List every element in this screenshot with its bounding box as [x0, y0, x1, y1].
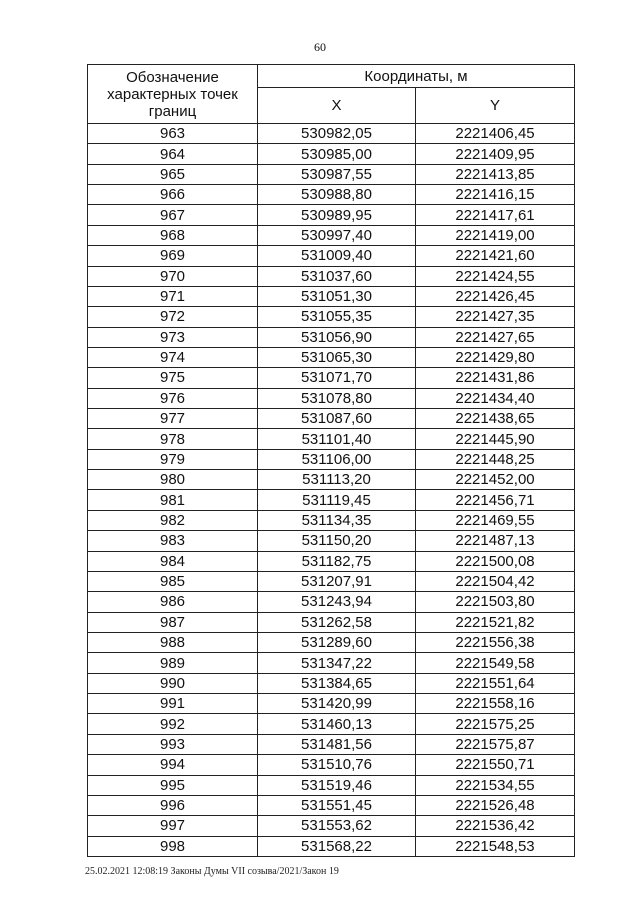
table-row — [88, 571, 575, 591]
x-cell: 531119,45 — [258, 490, 416, 510]
table-row — [88, 144, 575, 164]
x-cell: 531510,76 — [258, 755, 416, 775]
page-number: 60 — [314, 40, 326, 54]
x-cell: 531065,30 — [258, 347, 416, 367]
x-cell: 531051,30 — [258, 286, 416, 306]
y-cell: 2221504,42 — [416, 571, 575, 591]
table-row — [88, 816, 575, 836]
table-row — [88, 795, 575, 815]
table-row — [88, 490, 575, 510]
table-row — [88, 388, 575, 408]
point-id-cell: 965 — [88, 164, 258, 184]
point-id-cell: 997 — [88, 816, 258, 836]
point-id-cell: 983 — [88, 531, 258, 551]
x-cell: 530989,95 — [258, 205, 416, 225]
y-cell: 2221426,45 — [416, 286, 575, 306]
header-point-designation: Обозначение характерных точек границ — [88, 65, 258, 124]
point-id-cell: 976 — [88, 388, 258, 408]
table-row — [88, 246, 575, 266]
x-cell: 531551,45 — [258, 795, 416, 815]
y-cell: 2221536,42 — [416, 816, 575, 836]
y-cell: 2221429,80 — [416, 347, 575, 367]
point-id-cell: 967 — [88, 205, 258, 225]
point-id-cell: 966 — [88, 185, 258, 205]
x-cell: 531037,60 — [258, 266, 416, 286]
table-row — [88, 429, 575, 449]
y-cell: 2221526,48 — [416, 795, 575, 815]
table-row — [88, 368, 575, 388]
x-cell: 531055,35 — [258, 307, 416, 327]
table-row — [88, 714, 575, 734]
point-id-cell: 977 — [88, 409, 258, 429]
table-row — [88, 307, 575, 327]
y-cell: 2221551,64 — [416, 673, 575, 693]
point-id-cell: 968 — [88, 225, 258, 245]
point-id-cell: 970 — [88, 266, 258, 286]
point-id-cell: 979 — [88, 449, 258, 469]
x-cell: 531481,56 — [258, 734, 416, 754]
table-row — [88, 755, 575, 775]
x-cell: 531056,90 — [258, 327, 416, 347]
x-cell: 531289,60 — [258, 632, 416, 652]
x-cell: 531262,58 — [258, 612, 416, 632]
table-row — [88, 347, 575, 367]
table-row — [88, 551, 575, 571]
point-id-cell: 969 — [88, 246, 258, 266]
table-row — [88, 409, 575, 429]
y-cell: 2221416,15 — [416, 185, 575, 205]
y-cell: 2221445,90 — [416, 429, 575, 449]
x-cell: 531106,00 — [258, 449, 416, 469]
point-id-cell: 963 — [88, 124, 258, 144]
x-cell: 531347,22 — [258, 653, 416, 673]
y-cell: 2221503,80 — [416, 592, 575, 612]
table-row — [88, 164, 575, 184]
point-id-cell: 982 — [88, 510, 258, 530]
header-x: X — [258, 88, 416, 124]
point-id-cell: 988 — [88, 632, 258, 652]
point-id-cell: 996 — [88, 795, 258, 815]
y-cell: 2221456,71 — [416, 490, 575, 510]
table-row — [88, 327, 575, 347]
table-row — [88, 531, 575, 551]
x-cell: 531150,20 — [258, 531, 416, 551]
x-cell: 531243,94 — [258, 592, 416, 612]
point-id-cell: 972 — [88, 307, 258, 327]
x-cell: 531420,99 — [258, 694, 416, 714]
table-row — [88, 653, 575, 673]
point-id-cell: 981 — [88, 490, 258, 510]
table-header — [88, 65, 575, 124]
y-cell: 2221487,13 — [416, 531, 575, 551]
x-cell: 531568,22 — [258, 836, 416, 856]
header-coordinates: Координаты, м — [258, 65, 575, 88]
table-row — [88, 225, 575, 245]
y-cell: 2221549,58 — [416, 653, 575, 673]
x-cell: 530988,80 — [258, 185, 416, 205]
y-cell: 2221417,61 — [416, 205, 575, 225]
table-row — [88, 449, 575, 469]
x-cell: 531519,46 — [258, 775, 416, 795]
y-cell: 2221413,85 — [416, 164, 575, 184]
table-body — [88, 124, 575, 857]
x-cell: 531553,62 — [258, 816, 416, 836]
point-id-cell: 971 — [88, 286, 258, 306]
table-row — [88, 612, 575, 632]
point-id-cell: 987 — [88, 612, 258, 632]
x-cell: 530997,40 — [258, 225, 416, 245]
point-id-cell: 985 — [88, 571, 258, 591]
x-cell: 531009,40 — [258, 246, 416, 266]
point-id-cell: 964 — [88, 144, 258, 164]
point-id-cell: 998 — [88, 836, 258, 856]
table-row — [88, 632, 575, 652]
point-id-cell: 980 — [88, 470, 258, 490]
point-id-cell: 994 — [88, 755, 258, 775]
y-cell: 2221469,55 — [416, 510, 575, 530]
y-cell: 2221500,08 — [416, 551, 575, 571]
table-row — [88, 286, 575, 306]
x-cell: 531460,13 — [258, 714, 416, 734]
point-id-cell: 975 — [88, 368, 258, 388]
x-cell: 530982,05 — [258, 124, 416, 144]
point-id-cell: 989 — [88, 653, 258, 673]
y-cell: 2221406,45 — [416, 124, 575, 144]
point-id-cell: 974 — [88, 347, 258, 367]
table-row — [88, 734, 575, 754]
x-cell: 531384,65 — [258, 673, 416, 693]
y-cell: 2221427,35 — [416, 307, 575, 327]
point-id-cell: 986 — [88, 592, 258, 612]
table-row — [88, 775, 575, 795]
table-row — [88, 694, 575, 714]
y-cell: 2221438,65 — [416, 409, 575, 429]
y-cell: 2221427,65 — [416, 327, 575, 347]
point-id-cell: 978 — [88, 429, 258, 449]
coordinates-table — [87, 64, 575, 857]
table-row — [88, 592, 575, 612]
table-row — [88, 266, 575, 286]
table-row — [88, 510, 575, 530]
header-y: Y — [416, 88, 575, 124]
point-id-cell: 991 — [88, 694, 258, 714]
y-cell: 2221434,40 — [416, 388, 575, 408]
x-cell: 531182,75 — [258, 551, 416, 571]
point-id-cell: 992 — [88, 714, 258, 734]
x-cell: 531071,70 — [258, 368, 416, 388]
table-row — [88, 205, 575, 225]
y-cell: 2221419,00 — [416, 225, 575, 245]
x-cell: 530985,00 — [258, 144, 416, 164]
y-cell: 2221448,25 — [416, 449, 575, 469]
x-cell: 531101,40 — [258, 429, 416, 449]
footer-stamp: 25.02.2021 12:08:19 Законы Думы VII созыва/2021/Закон 19 — [85, 866, 339, 877]
y-cell: 2221575,87 — [416, 734, 575, 754]
table-row — [88, 836, 575, 856]
point-id-cell: 995 — [88, 775, 258, 795]
point-id-cell: 973 — [88, 327, 258, 347]
x-cell: 530987,55 — [258, 164, 416, 184]
table-row — [88, 673, 575, 693]
y-cell: 2221521,82 — [416, 612, 575, 632]
x-cell: 531134,35 — [258, 510, 416, 530]
y-cell: 2221534,55 — [416, 775, 575, 795]
x-cell: 531078,80 — [258, 388, 416, 408]
y-cell: 2221452,00 — [416, 470, 575, 490]
y-cell: 2221575,25 — [416, 714, 575, 734]
point-id-cell: 990 — [88, 673, 258, 693]
x-cell: 531207,91 — [258, 571, 416, 591]
point-id-cell: 993 — [88, 734, 258, 754]
y-cell: 2221421,60 — [416, 246, 575, 266]
table-row — [88, 124, 575, 144]
table-row — [88, 185, 575, 205]
y-cell: 2221548,53 — [416, 836, 575, 856]
x-cell: 531113,20 — [258, 470, 416, 490]
x-cell: 531087,60 — [258, 409, 416, 429]
y-cell: 2221556,38 — [416, 632, 575, 652]
y-cell: 2221409,95 — [416, 144, 575, 164]
y-cell: 2221431,86 — [416, 368, 575, 388]
y-cell: 2221424,55 — [416, 266, 575, 286]
y-cell: 2221550,71 — [416, 755, 575, 775]
table-row — [88, 470, 575, 490]
y-cell: 2221558,16 — [416, 694, 575, 714]
point-id-cell: 984 — [88, 551, 258, 571]
